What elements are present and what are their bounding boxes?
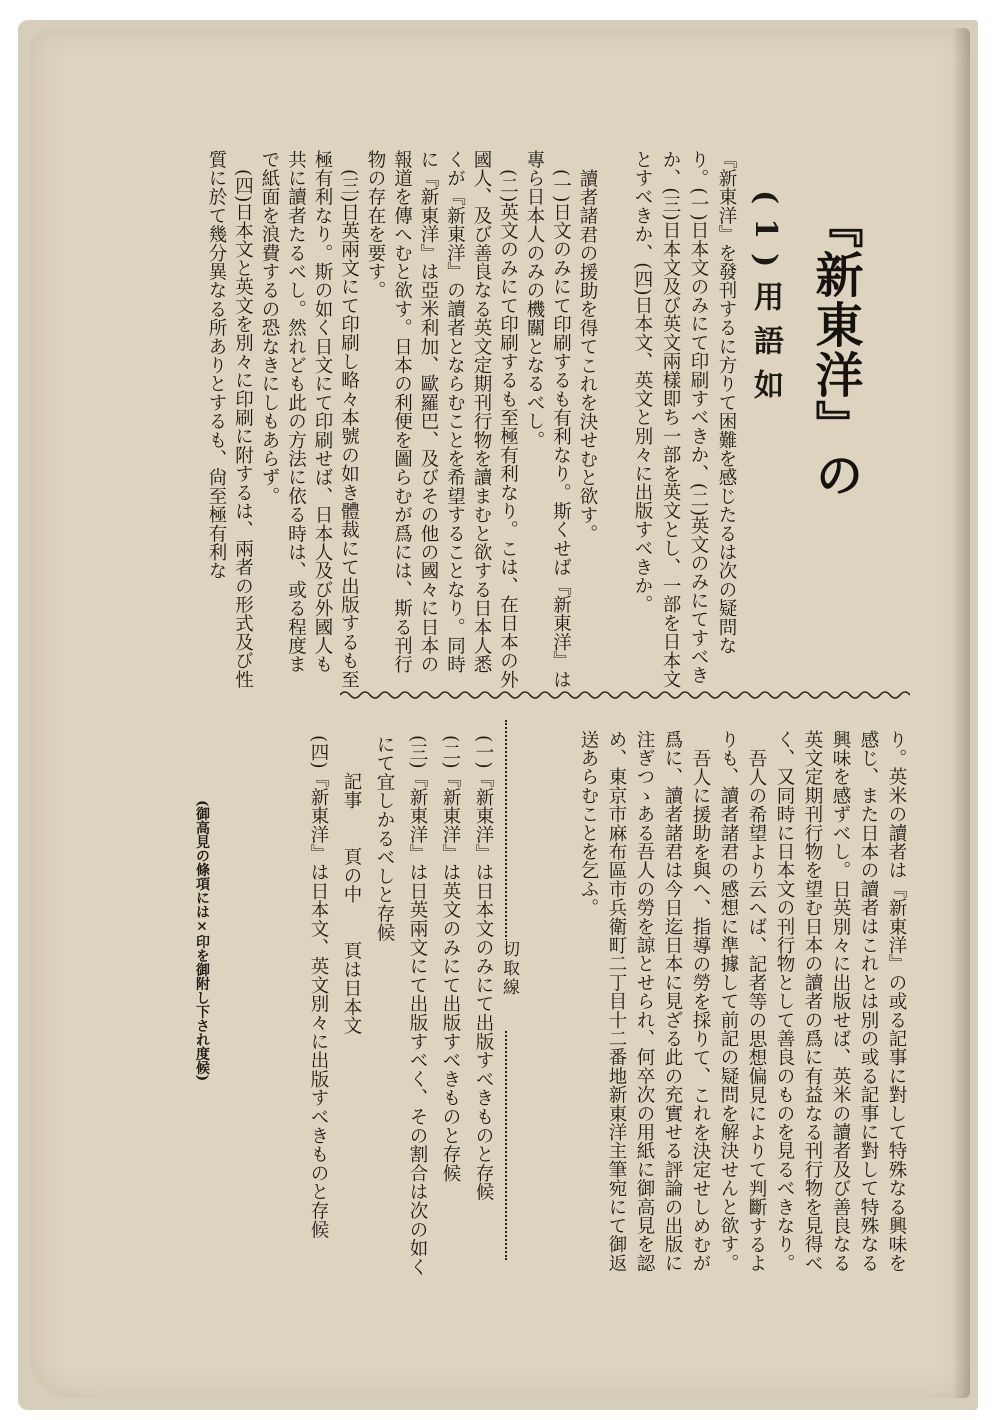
form-option-4[interactable]: (四)『新東洋』は日本文、英文別々に出版すべきものと存候 bbox=[308, 735, 329, 1239]
paragraph-option-2: (二)英文のみにて印刷するも至極有利なり。こは、在日本の外國人、及び善良なる英文定期刊行物を讀まむと欲する日本人悉くが『新東洋』の讀者とならむことを希望することなり。同時に『新東洋』は亞米利加、歐羅巴、及びその他の國々に日本の報道を傳へむと欲す。日本の利便を圖らむが爲には、斯る刊行物の存在を要す。 bbox=[365, 150, 519, 689]
article-options bbox=[175, 150, 600, 690]
form-note: (御高見の條項には×印を御附し下され度候) bbox=[194, 800, 210, 1082]
paragraph-option-1: (一)日文のみにて印刷するも有利なり。斯くせば『新東洋』は專ら日本人のみの機關となるべし。 bbox=[524, 150, 572, 689]
paragraph-continuation: り。英米の讀者は『新東洋』の或る記事に對して特殊なる興味を感じ、また日本の讀者はこれとは別の或る記事に對して特殊なる興味を感ずべし。日英別々に出版せば、英米の讀者及び善良なる英文定期刊行物を望む日本の讀者の爲に有益なる刊行物を見得べく、又同時に日本文の刊行物として善良のものを見るべきなり。 bbox=[774, 730, 907, 1273]
paragraph-option-3: (三)日英兩文にて印刷し略々本號の如き體裁にて出版するも至極有利なり。斯の如く日文にて印刷せば、日本人及び外國人も共に讀者たるべし。然れども此の方法に依る時は、或る程度まで紙面を浪費するの恐なきにしもあらず。 bbox=[259, 150, 360, 689]
section-heading: (1)用語如 bbox=[748, 190, 783, 414]
paragraph-option-4: (四)日本文と英文を別々に印刷に附するは、兩者の形式及び性質に於て幾分異なる所ありとするも、尙至極有利な bbox=[206, 150, 254, 689]
cut-line-label: 切取線 bbox=[492, 940, 522, 1030]
article-title: 『新東洋』の bbox=[807, 200, 863, 500]
form-option-3[interactable]: (三)『新東洋』は日英兩文にて出版すべく、その割合は次の如くにて宜しかるべしと存候 bbox=[374, 735, 428, 1277]
article-continuation bbox=[540, 730, 910, 1290]
wavy-divider bbox=[340, 688, 910, 702]
paragraph-request: 讀者諸君の援助を得てこれを決せむと欲す。 bbox=[577, 168, 598, 543]
paragraph-appeal: 吾人に援助を與へ、指導の勞を採りて、これを決定せしめむが爲に、讀者諸君は今日迄日本に見ざる此の充實せる評論の出版に注ぎつゝある吾人の勞を諒とせられ、何卒次の用紙に御高見を認め、東京市麻布區市兵衛町二丁目十二番地新東洋主筆宛にて御返送あらむことを乞ふ。 bbox=[578, 730, 711, 1273]
form-ratio-line[interactable]: 記事 頁の中 頁は日本文 bbox=[341, 772, 362, 1036]
article-intro bbox=[600, 150, 740, 690]
paragraph-wish: 吾人の希望より云へば、記者等の思想偏見によりて判斷するよりも、讀者諸君の感想に準據して前記の疑問を解決せんと欲す。 bbox=[718, 730, 767, 1273]
form-option-1[interactable]: (一)『新東洋』は日本文のみにて出版すべきものと存候 bbox=[473, 735, 494, 1202]
reply-form bbox=[250, 735, 500, 1295]
form-option-2[interactable]: (二)『新東洋』は英文のみにて出版すべきものと存候 bbox=[440, 735, 461, 1183]
paragraph-intro: 『新東洋』を發刊するに方りて困難を感じたるは次の疑問なり。(一)日本文のみにて印刷すべきか、(二)英文のみにてすべきか、(三)日本文及び英文兩樣即ち一部を英文とし、一部を日本文とすべきか、(四)日本文、英文と別々に出版すべきか。 bbox=[632, 150, 737, 689]
page-edge-shadow bbox=[952, 28, 970, 1398]
